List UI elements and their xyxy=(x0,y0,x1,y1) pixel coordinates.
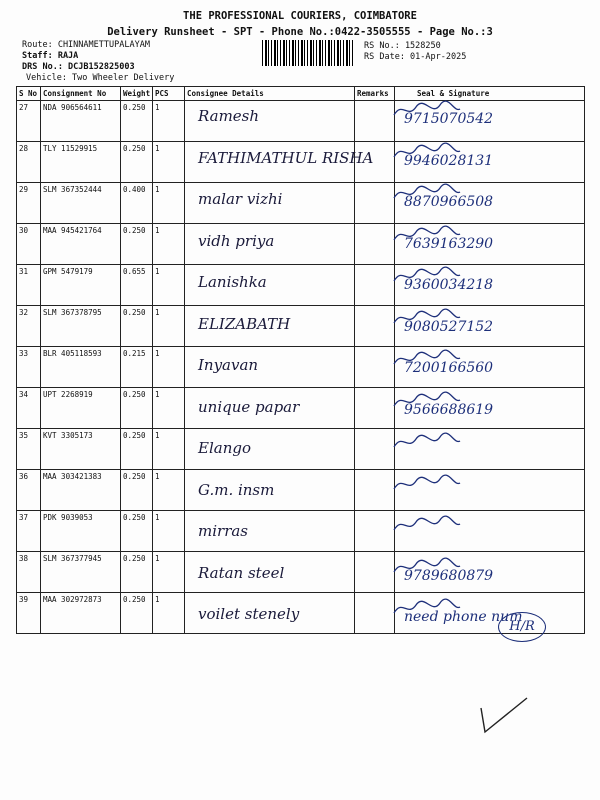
cell-consignment: UPT 2268919 xyxy=(41,388,121,429)
consignee-handwriting: malar vizhi xyxy=(198,190,283,208)
signature-phone: 9946028131 xyxy=(404,152,494,169)
cell-weight: 0.250 xyxy=(121,388,153,429)
cell-sno: 37 xyxy=(17,511,41,552)
signature-scribble xyxy=(392,556,462,578)
table-row xyxy=(17,388,585,429)
consignee-handwriting: unique papar xyxy=(198,397,300,416)
cell-pcs: 1 xyxy=(153,593,185,634)
cell-weight: 0.250 xyxy=(121,470,153,511)
cell-remarks xyxy=(355,306,395,347)
cell-sno: 39 xyxy=(17,593,41,634)
cell-weight: 0.250 xyxy=(121,593,153,634)
cell-remarks xyxy=(355,429,395,470)
cell-consignment: MAA 303421383 xyxy=(41,470,121,511)
signature-phone: 9566688619 xyxy=(404,401,494,418)
cell-remarks xyxy=(355,101,395,142)
table-row xyxy=(17,183,585,224)
consignee-handwriting: voilet stenely xyxy=(198,605,300,623)
col-consignment: Consignment No xyxy=(41,87,121,101)
cell-weight: 0.400 xyxy=(121,183,153,224)
cell-consignment: SLM 367377945 xyxy=(41,552,121,593)
signature-scribble xyxy=(392,390,462,412)
signature-scribble xyxy=(392,141,462,163)
cell-sno: 35 xyxy=(17,429,41,470)
col-signature: Seal & Signature xyxy=(395,87,585,101)
signature-phone: 7639163290 xyxy=(404,235,494,252)
cell-weight: 0.215 xyxy=(121,347,153,388)
cell-pcs: 1 xyxy=(153,224,185,265)
cell-weight: 0.250 xyxy=(121,511,153,552)
signature-scribble xyxy=(392,348,462,370)
signature-phone: need phone num xyxy=(404,609,523,625)
cell-remarks xyxy=(355,183,395,224)
cell-sno: 27 xyxy=(17,101,41,142)
consignee-handwriting: FATHIMATHUL RISHA xyxy=(198,148,374,167)
stamp: H/R xyxy=(498,612,546,642)
page-title: THE PROFESSIONAL COURIERS, COIMBATORE xyxy=(183,10,417,22)
cell-weight: 0.655 xyxy=(121,265,153,306)
signature-phone: 9080527152 xyxy=(404,318,494,335)
consignee-handwriting: Lanishka xyxy=(198,273,267,291)
cell-sno: 32 xyxy=(17,306,41,347)
cell-pcs: 1 xyxy=(153,142,185,183)
cell-weight: 0.250 xyxy=(121,224,153,265)
table-row xyxy=(17,306,585,347)
signature-phone: 7200166560 xyxy=(404,360,494,376)
cell-pcs: 1 xyxy=(153,429,185,470)
cell-weight: 0.250 xyxy=(121,306,153,347)
consignee-handwriting: Ramesh xyxy=(198,107,260,125)
consignee-handwriting: Ratan steel xyxy=(198,563,285,582)
cell-sno: 33 xyxy=(17,347,41,388)
cell-weight: 0.250 xyxy=(121,429,153,470)
signature-scribble xyxy=(392,224,462,246)
cell-sno: 34 xyxy=(17,388,41,429)
table-row xyxy=(17,347,585,388)
cell-pcs: 1 xyxy=(153,265,185,306)
table-row xyxy=(17,429,585,470)
signature-scribble xyxy=(392,182,462,204)
check-mark xyxy=(475,690,535,740)
cell-sno: 31 xyxy=(17,265,41,306)
signature-phone: 9789680879 xyxy=(404,567,494,584)
cell-pcs: 1 xyxy=(153,388,185,429)
cell-consignment: PDK 9039053 xyxy=(41,511,121,552)
consignee-handwriting: mirras xyxy=(198,522,249,540)
cell-pcs: 1 xyxy=(153,470,185,511)
cell-pcs: 1 xyxy=(153,183,185,224)
cell-pcs: 1 xyxy=(153,347,185,388)
consignee-handwriting: vidh priya xyxy=(198,231,275,250)
signature-scribble xyxy=(392,265,462,287)
table-row xyxy=(17,101,585,142)
cell-sno: 28 xyxy=(17,142,41,183)
rs-number: RS No.: 1528250 xyxy=(364,41,441,51)
cell-weight: 0.250 xyxy=(121,552,153,593)
signature-scribble xyxy=(392,473,462,495)
cell-remarks xyxy=(355,388,395,429)
cell-remarks xyxy=(355,347,395,388)
page-subtitle: Delivery Runsheet - SPT - Phone No.:0422-3505555 - Page No.:3 xyxy=(107,26,493,38)
cell-sno: 29 xyxy=(17,183,41,224)
table-header-row xyxy=(17,87,585,101)
staff-label: Staff: RAJA xyxy=(22,51,79,61)
consignee-handwriting: G.m. insm xyxy=(198,480,275,499)
cell-remarks xyxy=(355,265,395,306)
table-row xyxy=(17,224,585,265)
cell-weight: 0.250 xyxy=(121,142,153,183)
cell-pcs: 1 xyxy=(153,306,185,347)
route-label: Route: CHINNAMETTUPALAYAM xyxy=(22,40,150,50)
consignee-handwriting: ELIZABATH xyxy=(198,314,291,333)
drs-label: DRS No.: DCJB152825003 xyxy=(22,62,135,72)
cell-remarks xyxy=(355,511,395,552)
barcode xyxy=(262,40,354,66)
signature-scribble xyxy=(392,307,462,329)
cell-consignment: NDA 906564611 xyxy=(41,101,121,142)
cell-pcs: 1 xyxy=(153,552,185,593)
signature-phone: 8870966508 xyxy=(404,194,494,210)
consignee-handwriting: Elango xyxy=(198,439,251,457)
signature-scribble xyxy=(392,597,462,619)
cell-consignment: SLM 367352444 xyxy=(41,183,121,224)
col-sno: S No xyxy=(17,87,41,101)
table-row xyxy=(17,470,585,511)
col-consignee: Consignee Details xyxy=(185,87,355,101)
cell-consignment: KVT 3305173 xyxy=(41,429,121,470)
rs-date: RS Date: 01-Apr-2025 xyxy=(364,52,467,62)
cell-consignment: BLR 405118593 xyxy=(41,347,121,388)
signature-scribble xyxy=(392,99,462,121)
signature-scribble xyxy=(392,514,462,536)
cell-consignment: MAA 945421764 xyxy=(41,224,121,265)
signature-scribble xyxy=(392,431,462,453)
signature-phone: 9715070542 xyxy=(404,111,494,127)
col-pcs: PCS xyxy=(153,87,185,101)
cell-sno: 38 xyxy=(17,552,41,593)
signature-phone: 9360034218 xyxy=(404,277,494,293)
cell-consignment: GPM 5479179 xyxy=(41,265,121,306)
table-row xyxy=(17,511,585,552)
vehicle-label: Vehicle: Two Wheeler Delivery xyxy=(26,73,175,83)
cell-remarks xyxy=(355,552,395,593)
cell-remarks xyxy=(355,593,395,634)
cell-consignment: TLY 11529915 xyxy=(41,142,121,183)
cell-remarks xyxy=(355,470,395,511)
table-row xyxy=(17,265,585,306)
table-row xyxy=(17,552,585,593)
cell-sno: 30 xyxy=(17,224,41,265)
cell-consignment: MAA 302972873 xyxy=(41,593,121,634)
cell-consignment: SLM 367378795 xyxy=(41,306,121,347)
cell-weight: 0.250 xyxy=(121,101,153,142)
cell-pcs: 1 xyxy=(153,101,185,142)
cell-pcs: 1 xyxy=(153,511,185,552)
consignee-handwriting: Inyavan xyxy=(198,356,259,374)
runsheet-table xyxy=(16,86,585,634)
col-remarks: Remarks xyxy=(355,87,395,101)
cell-remarks xyxy=(355,224,395,265)
cell-sno: 36 xyxy=(17,470,41,511)
col-weight: Weight xyxy=(121,87,153,101)
